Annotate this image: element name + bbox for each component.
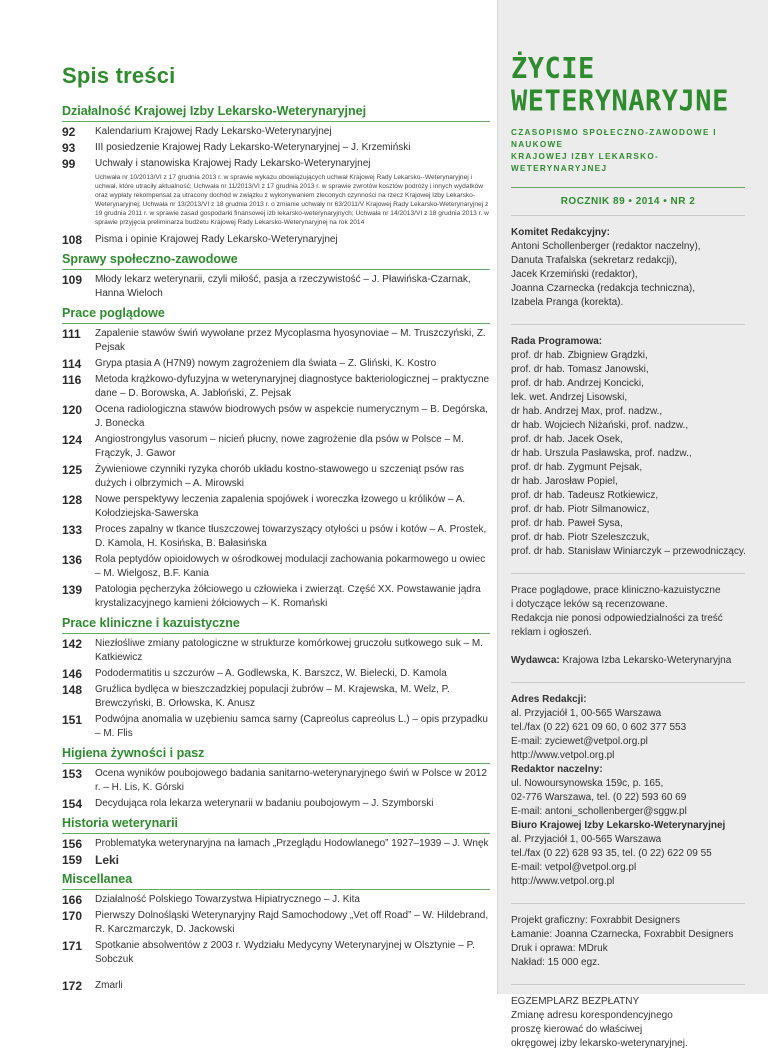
page-number: 125 [62, 463, 83, 477]
committee-member: Joanna Czarnecka (redakcja techniczna), [511, 283, 695, 294]
entry-title: Grypa ptasia A (H7N9) nowym zagrożeniem dla świata – Z. Gliński, K. Kostro [95, 358, 437, 369]
toc-entry [62, 767, 490, 795]
resolutions-note: Uchwała nr 10/2013/VI z 17 grudnia 2013 r. w sprawie wykazu obowiązujących uchwał Krajowej Rady Lekarsko--Weterynaryjnej i uchwał, które utraciły aktualność; Uchwała nr 11/2013/VI z 17 grudnia 2013 r. w sprawie zwrotów kosztów podróży i innych wydatków oraz wypłaty rekompensat za utracony dochód w związku z wykonywaniem zleconych czynności na rzecz Krajowej Izby Lekarsko-Weterynaryjnej; Uchwała nr 13/2013/VI z 18 grudnia 2013 r. o zmianie uchwały nr 63/2011/V Krajowej Rady Lekarsko-Weterynaryjnej z 19 grudnia 2011 r. w sprawie zasad gospodarki finansowej izb lekarsko-weterynaryjnych; Uchwała nr 14/2013/VI z 18 grudnia 2013 r. w sprawie przyjęcia preliminarza budżetu Krajowej Rady Lekarsko-Weterynaryjnej na rok 2014 [95, 174, 489, 226]
toc-section [62, 252, 490, 301]
toc-entry [62, 273, 490, 301]
entry-title: Rola peptydów opioidowych w ośrodkowej modulacji zachowania pokarmowego u owiec – M. Wielgosz, B.F. Kania [95, 554, 486, 579]
council-member: dr hab. Wojciech Niżański, prof. nadzw., [511, 420, 689, 431]
production-info [511, 914, 745, 970]
publisher-label: Wydawca: [511, 655, 560, 666]
toc-entry [62, 403, 490, 431]
page-number: 151 [62, 713, 83, 727]
address-line: ul. Nowoursynowska 159c, p. 165, [511, 778, 664, 789]
toc-entry [62, 939, 490, 967]
toc-entry [62, 125, 490, 139]
address-heading: Adres Redakcji: [511, 694, 587, 705]
toc-entry [62, 373, 490, 401]
toc-entry [62, 979, 490, 993]
page-number: 159 [62, 853, 83, 867]
entry-title: Uchwały i stanowiska Krajowej Rady Lekarsko-Weterynaryjnej [95, 158, 371, 169]
review-note-line: reklam i ogłoszeń. [511, 627, 592, 638]
page-number: 146 [62, 667, 83, 681]
section-title: Działalność Krajowej Izby Lekarsko-Weterynaryjnej [62, 104, 490, 122]
council-member: prof. dr hab. Piotr Szeleszczuk, [511, 532, 650, 543]
toc-entry [62, 909, 490, 937]
review-note-line: Redakcja nie ponosi odpowiedzialności za treść [511, 613, 723, 624]
entry-title: Żywieniowe czynniki ryzyka chorób układu kostno-stawowego u szczeniąt psów ras dużych i olbrzymich – A. Mirowski [95, 464, 465, 489]
page-number: 111 [62, 327, 81, 341]
table-of-contents [62, 48, 490, 998]
address-line: E-mail: vetpol@vetpol.org.pl [511, 862, 637, 873]
committee-member: Antoni Schollenberger (redaktor naczelny), [511, 241, 701, 252]
page-number: 108 [62, 233, 83, 247]
section-title: Prace kliniczne i kazuistyczne [62, 616, 490, 634]
entry-title: Metoda krążkowo-dyfuzyjna w weterynaryjnej diagnostyce bakteriologicznej – praktyczne dane – D. Borowska, A. Jabłoński, Z. Pejsak [95, 374, 490, 399]
toc-entry [62, 797, 490, 811]
council-member: prof. dr hab. Tomasz Janowski, [511, 364, 649, 375]
toc-entry [62, 463, 490, 491]
section-title: Miscellanea [62, 872, 490, 890]
page-number: 148 [62, 683, 83, 697]
toc-entry [62, 837, 490, 851]
address-line: tel./fax (0 22) 621 09 60, 0 602 377 553 [511, 722, 687, 733]
production-line: Projekt graficzny: Foxrabbit Designers [511, 915, 680, 926]
page-number: 92 [62, 125, 76, 139]
journal-subtitle-2: KRAJOWEJ IZBY LEKARSKO-WETERYNARYJNEJ [511, 152, 660, 173]
council-member: prof. dr hab. Piotr Silmanowicz, [511, 504, 650, 515]
free-copy-line: okręgowej izby lekarsko-weterynaryjnej. [511, 1038, 688, 1049]
address-heading: Redaktor naczelny: [511, 764, 603, 775]
toc-section [62, 872, 490, 993]
council-label: Rada Programowa: [511, 336, 603, 347]
section-title: Higiena żywności i pasz [62, 746, 490, 764]
toc-entry [62, 141, 490, 155]
toc-entry [62, 357, 490, 371]
council-member: prof. dr hab. Zbigniew Grądzki, [511, 350, 648, 361]
entry-title: Problematyka weterynaryjna na łamach „Przeglądu Hodowlanego” 1927–1939 – J. Wnęk [95, 838, 489, 849]
committee-member: Jacek Krzemiński (redaktor), [511, 269, 638, 280]
free-copy-line: Zmianę adresu korespondencyjnego [511, 1010, 673, 1021]
council-member: prof. dr hab. Paweł Sysa, [511, 518, 623, 529]
entry-title: Zapalenie stawów świń wywołane przez Mycoplasma hyosynoviae – M. Truszczyński, Z. Pejsak [95, 328, 486, 353]
section-title: Historia weterynarii [62, 816, 490, 834]
toc-entry [62, 853, 490, 867]
entry-title: Pierwszy Dolnośląski Weterynaryjny Rajd Samochodowy „Vet off Road” – W. Hildebrand, R. Karczmarczyk, D. Jackowski [95, 910, 489, 935]
divider [511, 573, 745, 574]
divider [511, 903, 745, 904]
toc-entry [62, 683, 490, 711]
section-title: Sprawy społeczno-zawodowe [62, 252, 490, 270]
committee-member: Izabela Pranga (korekta). [511, 297, 624, 308]
page-number: 120 [62, 403, 83, 417]
toc-entry [62, 893, 490, 907]
page-number: 166 [62, 893, 83, 907]
entry-title: Kalendarium Krajowej Rady Lekarsko-Weterynaryjnej [95, 126, 332, 137]
entry-title: Podwójna anomalia w uzębieniu samca sarny (Capreolus capreolus L.) – opis przypadku – M. Flis [95, 714, 488, 739]
address-line: E-mail: antoni_schollenberger@sggw.pl [511, 806, 687, 817]
toc-entry [62, 433, 490, 461]
entry-title: Ocena radiologiczna stawów biodrowych psów w aspekcie numerycznym – B. Degórska, J. Bonecka [95, 404, 488, 429]
production-line: Nakład: 15 000 egz. [511, 957, 600, 968]
toc-entry [62, 327, 490, 355]
entry-title: Proces zapalny w tkance tłuszczowej towarzyszący otyłości u psów i kotów – A. Prostek, D. Kamola, H. Kosińska, B. Bałasińska [95, 524, 487, 549]
entry-title: Niezłośliwe zmiany patologiczne w strukturze komórkowej gruczołu sutkowego suk – M. Katkiewicz [95, 638, 483, 663]
committee-member: Danuta Trafalska (sekretarz redakcji), [511, 255, 678, 266]
entry-title: Zmarli [95, 980, 123, 991]
page-number: 170 [62, 909, 83, 923]
toc-sections [62, 104, 490, 993]
toc-entry [62, 523, 490, 551]
page-number: 139 [62, 583, 83, 597]
entry-title: Nowe perspektywy leczenia zapalenia spojówek i woreczka łzowego u królików – A. Kołodziejska-Sawerska [95, 494, 466, 519]
toc-entry [62, 157, 490, 171]
production-line: Łamanie: Joanna Czarnecka, Foxrabbit Designers [511, 929, 734, 940]
toc-entry [62, 493, 490, 521]
entry-title: Decydująca rola lekarza weterynarii w badaniu poubojowym – J. Szymborski [95, 798, 434, 809]
page-number: 154 [62, 797, 83, 811]
divider [511, 984, 745, 985]
address-line: http://www.vetpol.org.pl [511, 750, 615, 761]
page-number: 172 [62, 979, 83, 993]
toc-entry [62, 583, 490, 611]
address-line: 02-776 Warszawa, tel. (0 22) 593 60 69 [511, 792, 687, 803]
page-number: 124 [62, 433, 83, 447]
toc-entry [62, 713, 490, 741]
address-line: al. Przyjaciół 1, 00-565 Warszawa [511, 834, 662, 845]
section-title: Prace poglądowe [62, 306, 490, 324]
volume-info: ROCZNIK 89 • 2014 • NR 2 [560, 196, 696, 207]
entry-title: III posiedzenie Krajowej Rady Lekarsko-Weterynaryjnej – J. Krzemiński [95, 142, 411, 153]
entry-title: Angiostrongylus vasorum – nicień płucny, nowe zagrożenie dla psów w Polsce – M. Frączyk, J. Gawor [95, 434, 464, 459]
program-council [511, 335, 745, 559]
editorial-committee [511, 226, 745, 310]
toc-entry [62, 233, 490, 247]
toc-section [62, 746, 490, 811]
page-number: 171 [62, 939, 83, 953]
production-line: Druk i oprawa: MDruk [511, 943, 608, 954]
page-number: 133 [62, 523, 83, 537]
page-number: 99 [62, 157, 76, 171]
entry-title: Leki [95, 853, 120, 867]
council-member: dr hab. Andrzej Max, prof. nadzw., [511, 406, 663, 417]
divider [511, 215, 745, 216]
toc-section [62, 104, 490, 247]
address-line: E-mail: zyciewet@vetpol.org.pl [511, 736, 648, 747]
toc-entry [62, 637, 490, 665]
entry-title: Działalność Polskiego Towarzystwa Hipiatrycznego – J. Kita [95, 894, 360, 905]
page-number: 93 [62, 141, 76, 155]
journal-subtitle-1: CZASOPISMO SPOŁECZNO-ZAWODOWE I NAUKOWE [511, 128, 717, 149]
publisher [511, 654, 745, 668]
entry-title: Ocena wyników poubojowego badania sanitarno-weterynaryjnego świń w Polsce w 2012 r. – H. Lis, K. Górski [95, 768, 487, 793]
page-number: 156 [62, 837, 83, 851]
entry-title: Pododermatitis u szczurów – A. Godlewska, K. Barszcz, W. Bielecki, D. Kamola [95, 668, 447, 679]
toc-section [62, 816, 490, 867]
council-member: prof. dr hab. Andrzej Koncicki, [511, 378, 644, 389]
page-number: 116 [62, 373, 82, 387]
journal-logo: ŻYCIE WETERYNARYJNE [511, 53, 729, 119]
council-member: lek. wet. Andrzej Lisowski, [511, 392, 628, 403]
page-number: 114 [62, 357, 82, 371]
page-title: Spis treści [62, 63, 176, 88]
page-number: 128 [62, 493, 83, 507]
toc-entry [62, 553, 490, 581]
entry-title: Patologia pęcherzyka żółciowego u człowieka i zwierząt. Część XX. Powstawanie jądra krystalizacyjnego kamieni żółciowych – K. Romański [95, 584, 481, 609]
publisher-name: Krajowa Izba Lekarsko-Weterynaryjna [562, 655, 732, 666]
council-member: prof. dr hab. Stanisław Winiarczyk – przewodniczący. [511, 546, 746, 557]
address-line: al. Przyjaciół 1, 00-565 Warszawa [511, 708, 662, 719]
entry-title: Młody lekarz weterynarii, czyli miłość, pasja a rzeczywistość – J. Pławińska-Czarnak, Hanna Wieloch [95, 274, 471, 299]
masthead-sidebar [497, 0, 768, 1049]
review-note [511, 584, 745, 640]
review-note-line: Prace poglądowe, prace kliniczno-kazuistyczne [511, 585, 721, 596]
council-member: dr hab. Urszula Pasławska, prof. nadzw., [511, 448, 692, 459]
council-member: prof. dr hab. Zygmunt Pejsak, [511, 462, 643, 473]
address-line: tel./fax (0 22) 628 93 35, tel. (0 22) 622 09 55 [511, 848, 712, 859]
free-copy-note [511, 995, 745, 1051]
entry-title: Gruźlica bydlęca w bieszczadzkiej populacji żubrów – M. Krajewska, M. Welz, P. Brewczyński, B. Orłowska, K. Anusz [95, 684, 450, 709]
address-line: http://www.vetpol.org.pl [511, 876, 615, 887]
page-number: 142 [62, 637, 83, 651]
page-number: 153 [62, 767, 83, 781]
council-member: prof. dr hab. Tadeusz Rotkiewicz, [511, 490, 659, 501]
review-note-line: i dotyczące leków są recenzowane. [511, 599, 668, 610]
entry-title: Spotkanie absolwentów z 2003 r. Wydziału Medycyny Weterynaryjnej w Olsztynie – P. Sobczuk [95, 940, 475, 965]
committee-label: Komitet Redakcyjny: [511, 227, 610, 238]
divider [511, 682, 745, 683]
free-copy-line: proszę kierować do właściwej [511, 1024, 643, 1035]
address-heading: Biuro Krajowej Izby Lekarsko-Weterynaryjnej [511, 820, 726, 831]
council-member: prof. dr hab. Jacek Osek, [511, 434, 623, 445]
toc-section [62, 616, 490, 741]
entry-title: Pisma i opinie Krajowej Rady Lekarsko-Weterynaryjnej [95, 234, 338, 245]
page-number: 109 [62, 273, 83, 287]
page-number: 136 [62, 553, 83, 567]
divider [511, 187, 745, 188]
addresses [511, 693, 745, 889]
toc-section [62, 306, 490, 611]
free-copy-line: EGZEMPLARZ BEZPŁATNY [511, 996, 640, 1007]
council-member: dr hab. Jarosław Popiel, [511, 476, 618, 487]
toc-entry [62, 667, 490, 681]
divider [511, 324, 745, 325]
